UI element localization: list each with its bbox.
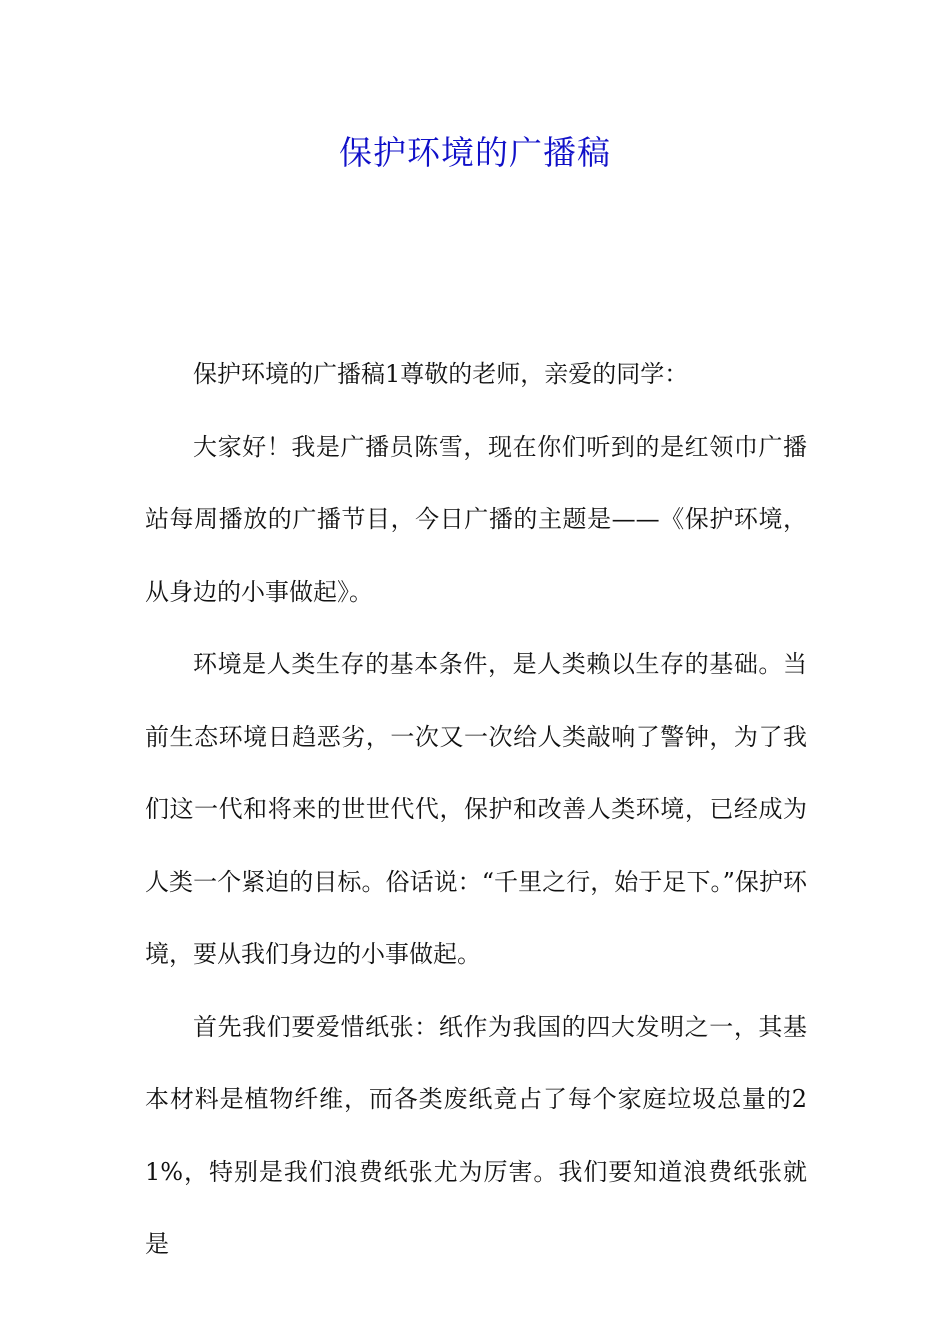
- paragraph-paper: 首先我们要爱惜纸张：纸作为我国的四大发明之一，其基本材料是植物纤维，而各类废纸竟占了每个家庭垃圾总量的21%，特别是我们浪费纸张尤为厉害。我们要知道浪费纸张就是: [145, 1012, 807, 1258]
- paragraph-environment: 环境是人类生存的基本条件，是人类赖以生存的基础。当前生态环境日趋恶劣，一次又一次给人类敲响了警钟，为了我们这一代和将来的世世代代，保护和改善人类环境，已经成为人类一个紧迫的目标。俗话说：“千里之行，始于足下。”保护环境，要从我们身边的小事做起。: [145, 650, 807, 968]
- paragraph-intro: 大家好！我是广播员陈雪，现在你们听到的是红领巾广播站每周播放的广播节目，今日广播的主题是——《保护环境，从身边的小事做起》。: [145, 432, 807, 606]
- document-body: [145, 338, 807, 1281]
- paragraph-greeting: 保护环境的广播稿1尊敬的老师，亲爱的同学：: [193, 360, 689, 388]
- document-title: 保护环境的广播稿: [339, 133, 611, 172]
